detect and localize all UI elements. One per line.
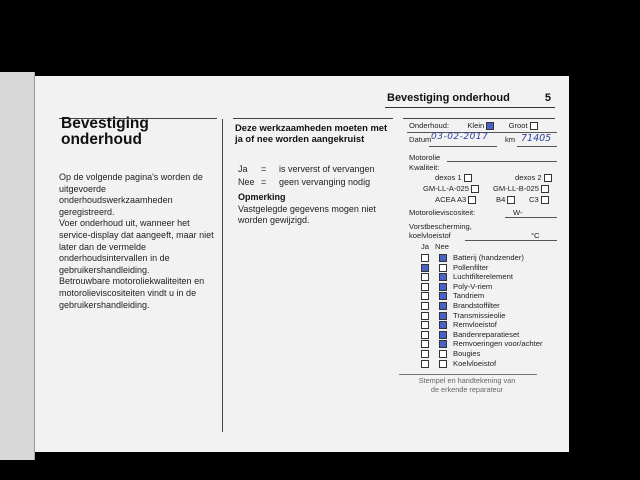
nee-checkbox[interactable]	[439, 254, 447, 262]
vorst-unit: °C	[531, 231, 540, 240]
dexos2-checkbox[interactable]	[544, 174, 552, 182]
acea-a3-checkbox[interactable]	[468, 196, 476, 204]
checklist-item	[421, 282, 492, 291]
ja-checkbox[interactable]	[421, 340, 429, 348]
page-number: 5	[544, 92, 551, 104]
viscositeit-value: W-	[513, 208, 523, 217]
column-divider	[222, 119, 223, 432]
nee-checkbox[interactable]	[439, 283, 447, 291]
checklist-item-label: Brandstoffilter	[453, 301, 500, 310]
ja-checkbox[interactable]	[421, 350, 429, 358]
nee-column-label: Nee	[435, 242, 449, 251]
def-ja-eq: =	[261, 164, 267, 174]
checklist-item-label: Transmissieolie	[453, 310, 506, 320]
vorst-underline	[465, 240, 557, 241]
checklist-item	[421, 330, 519, 339]
gm-a025-checkbox[interactable]	[471, 185, 479, 193]
checklist-item-label: Bougies	[453, 349, 481, 358]
checklist-item	[421, 349, 480, 358]
def-nee-value: geen vervanging nodig	[279, 177, 371, 187]
gm-b025-label: GM-LL-B-025	[493, 184, 540, 193]
vorst-label-2: koelvloeistof	[409, 231, 451, 240]
nee-checkbox[interactable]	[439, 331, 447, 339]
intro-paragraph-3: Betrouwbare motoroliekwaliteiten en motorolieviscositeiten vindt u in de gebruikershandleiding.	[59, 276, 205, 310]
viscositeit-label: Motorolieviscositeit:	[409, 208, 476, 217]
def-nee-eq: =	[261, 177, 267, 187]
datum-underline	[429, 146, 497, 147]
datum-label: Datum	[409, 135, 432, 144]
def-nee-key: Nee	[238, 177, 255, 187]
klein-checkbox[interactable]	[486, 122, 494, 130]
note-title: Opmerking	[238, 192, 286, 202]
kwaliteit-label: Kwaliteit:	[409, 163, 440, 172]
groot-label: Groot	[508, 121, 528, 130]
viscositeit-underline	[505, 217, 557, 218]
checklist-item-label: Remvoeringen voor/achter	[453, 339, 543, 349]
nee-checkbox[interactable]	[439, 302, 447, 310]
gm-b025-checkbox[interactable]	[541, 185, 549, 193]
checklist-item	[421, 253, 524, 262]
checklist-item	[421, 311, 505, 320]
nee-checkbox[interactable]	[439, 273, 447, 281]
km-underline	[517, 146, 557, 147]
checklist-item	[421, 339, 542, 348]
nee-checkbox[interactable]	[439, 292, 447, 300]
datum-value: 03-02-2017	[431, 132, 489, 142]
ja-checkbox[interactable]	[421, 273, 429, 281]
nee-checkbox[interactable]	[439, 360, 447, 368]
previous-page-edge	[0, 72, 35, 460]
page-header-title: Bevestiging onderhoud	[387, 92, 510, 104]
checklist-item-label: Batterij (handzender)	[453, 253, 524, 262]
onderhoud-label: Onderhoud:	[409, 121, 450, 130]
c3-checkbox[interactable]	[541, 196, 549, 204]
checklist-item	[421, 320, 497, 329]
ja-checkbox[interactable]	[421, 254, 429, 262]
section-title: Bevestiging onderhoud	[61, 115, 149, 148]
dexos2-label: dexos 2	[515, 173, 542, 182]
nee-checkbox[interactable]	[439, 264, 447, 272]
checklist-item-label: Poly-V-riem	[453, 281, 493, 291]
km-value: 71405	[521, 133, 552, 144]
intro-paragraph-1: Op de volgende pagina's worden de uitgevoerde onderhoudswerkzaamheden geregistreerd.	[59, 172, 203, 217]
stamp-rule	[399, 374, 537, 375]
checklist-item	[421, 263, 488, 272]
intro-text	[59, 172, 217, 311]
ja-checkbox[interactable]	[421, 360, 429, 368]
ja-checkbox[interactable]	[421, 283, 429, 291]
ja-checkbox[interactable]	[421, 302, 429, 310]
km-label: km	[505, 135, 516, 144]
ja-checkbox[interactable]	[421, 292, 429, 300]
checklist-item-label: Bandenreparatieset	[453, 329, 520, 339]
groot-checkbox[interactable]	[530, 122, 538, 130]
checklist-item-label: Tandriem	[453, 291, 485, 301]
checklist-item	[421, 359, 496, 368]
gm-a025-label: GM-LL-A-025	[423, 184, 470, 193]
motorolie-underline	[447, 161, 557, 162]
stamp-caption: Stempel en handtekening van de erkende reparateur	[418, 376, 516, 394]
nee-checkbox[interactable]	[439, 350, 447, 358]
nee-checkbox[interactable]	[439, 312, 447, 320]
motorolie-label: Motorolie	[409, 153, 441, 162]
c3-label: C3	[529, 195, 539, 204]
note-text: Vastgelegde gegevens mogen niet worden gewijzigd.	[238, 204, 376, 225]
checklist-item-label: Remvloeistof	[453, 320, 497, 330]
instructions-heading: Deze werkzaamheden moeten met ja of nee worden aangekruist	[235, 122, 388, 144]
header-rule	[385, 107, 555, 108]
ja-checkbox[interactable]	[421, 312, 429, 320]
checklist-item-label: Pollenfilter	[453, 262, 489, 272]
booklet-page	[34, 76, 569, 452]
checklist-item-label: Koelvloeistof	[453, 358, 497, 368]
b4-label: B4	[496, 195, 506, 204]
dexos1-label: dexos 1	[435, 173, 462, 182]
checklist-item-label: Luchtfilterelement	[453, 272, 513, 282]
klein-label: Klein	[467, 121, 485, 130]
intro-paragraph-2: Voer onderhoud uit, wanneer het service-display dat aangeeft, maar niet later dan de vermelde onderhoudsintervallen in de gebruikershandleiding.	[59, 218, 214, 275]
b4-checkbox[interactable]	[507, 196, 515, 204]
checklist-item	[421, 301, 500, 310]
checklist-item	[421, 291, 484, 300]
checklist-item	[421, 272, 513, 281]
acea-a3-label: ACEA A3	[435, 195, 467, 204]
def-ja-key: Ja	[238, 164, 248, 174]
right-top-rule	[403, 118, 555, 119]
nee-checkbox[interactable]	[439, 321, 447, 329]
def-ja-value: is ververst of vervangen	[279, 164, 375, 174]
ja-checkbox[interactable]	[421, 331, 429, 339]
dexos1-checkbox[interactable]	[464, 174, 472, 182]
ja-checkbox[interactable]	[421, 264, 429, 272]
middle-top-rule	[233, 118, 393, 119]
nee-checkbox[interactable]	[439, 340, 447, 348]
ja-column-label: Ja	[421, 242, 430, 251]
ja-checkbox[interactable]	[421, 321, 429, 329]
vorst-label-1: Vorstbescherming,	[409, 222, 472, 231]
